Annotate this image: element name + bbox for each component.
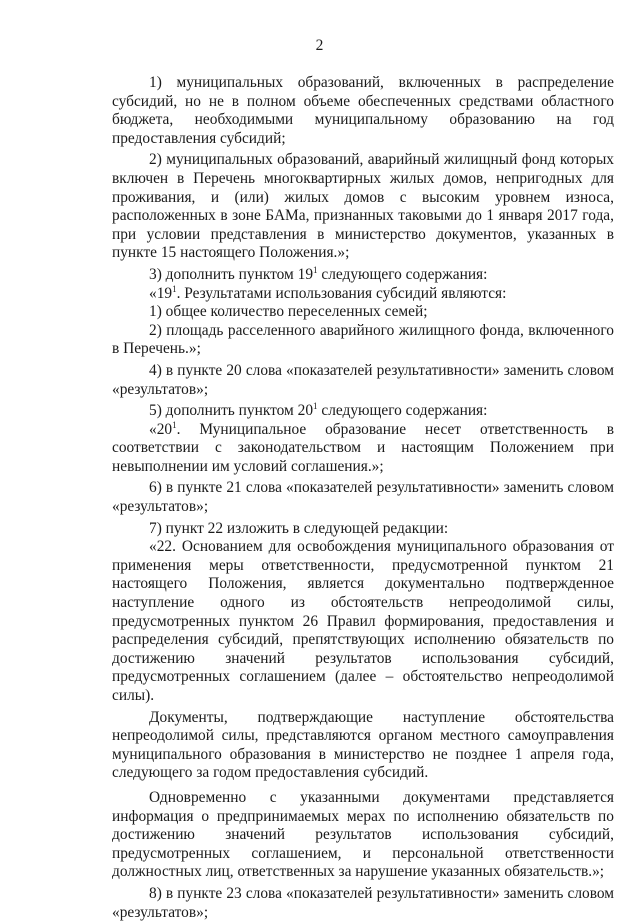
paragraph-information: Одновременно с указанными документами представляется информация о предпринимаемых мерах по исполнению обязательств по достижению значений результатов использования субсидий, предусмотренных соглашением, и персональной ответственности должностных лиц, ответственных за нарушение указанных обязательств.»; — [112, 788, 614, 881]
superscript: 1 — [313, 400, 318, 411]
paragraph-item-4: 4) в пункте 20 слова «показателей результативности» заменить словом «результатов»; — [112, 361, 614, 398]
page-number: 2 — [315, 37, 324, 54]
paragraph-item-3: 3) дополнить пунктом $19^1$ следующего содержания: — [149, 264, 488, 283]
superscript: 1 — [172, 283, 177, 294]
paragraph-item-1: 1) муниципальных образований, включенных в распределение субсидий, но не в полном объеме обеспеченных средствами областного бюджета, необходимыми муниципальному образованию на год предоставления субсидий; — [112, 74, 614, 147]
paragraph-documents: Документы, подтверждающие наступление обстоятельства непреодолимой силы, представляются органом местного самоуправления муниципального образования в министерство не позднее 1 апреля года, следующего за годом предоставления субсидий. — [112, 708, 614, 782]
document-body — [112, 74, 614, 922]
paragraph-item-22: «22. Основанием для освобождения муниципального образования от применения меры ответственности, предусмотренной пунктом 21 настоящего Положения, является документально подтвержденное наступление одного из обстоятельств непреодолимой силы, предусмотренных пунктом 26 Правил формирования, предоставления и распределения субсидий, препятствующих исполнению обязательств по достижению значений результатов использования субсидий, предусмотренных соглашением (далее – обстоятельство непреодолимой силы). — [112, 538, 614, 704]
superscript: 1 — [313, 264, 318, 275]
paragraph-item-5: 5) дополнить пунктом $20^1$ следующего содержания: — [149, 400, 488, 420]
paragraph-item-7: 7) пункт 22 изложить в следующей редакции: — [149, 519, 449, 537]
paragraph-item-20-1: «$20^1$. Муниципальное образование несет ответственность в соответствии с законодательством и настоящим Положением при невыполнении им условий соглашения.»; — [112, 419, 614, 475]
paragraph-item-6: 6) в пункте 21 слова «показателей результативности» заменить словом «результатов»; — [112, 479, 614, 516]
superscript: 1 — [172, 419, 177, 430]
paragraph-item-8: 8) в пункте 23 слова «показателей результативности» заменить словом «результатов»; — [112, 884, 614, 921]
paragraph-subitem-1: 1) общее количество переселенных семей; — [149, 303, 428, 321]
paragraph-item-19-1: «$19^1$. Результатами использования субсидий являются: — [149, 283, 507, 302]
paragraph-subitem-2: 2) площадь расселенного аварийного жилищного фонда, включенного в Перечень.»; — [112, 321, 614, 358]
paragraph-item-2: 2) муниципальных образований, аварийный жилищный фонд которых включен в Перечень многоквартирных жилых домов, непригодных для проживания, и (или) жилых домов с высоким уровнем износа, расположенных в зоне БАМа, признанных таковыми до 1 января 2017 года, при условии представления в министерство документов, указанных в пункте 15 настоящего Положения.»; — [112, 151, 614, 262]
